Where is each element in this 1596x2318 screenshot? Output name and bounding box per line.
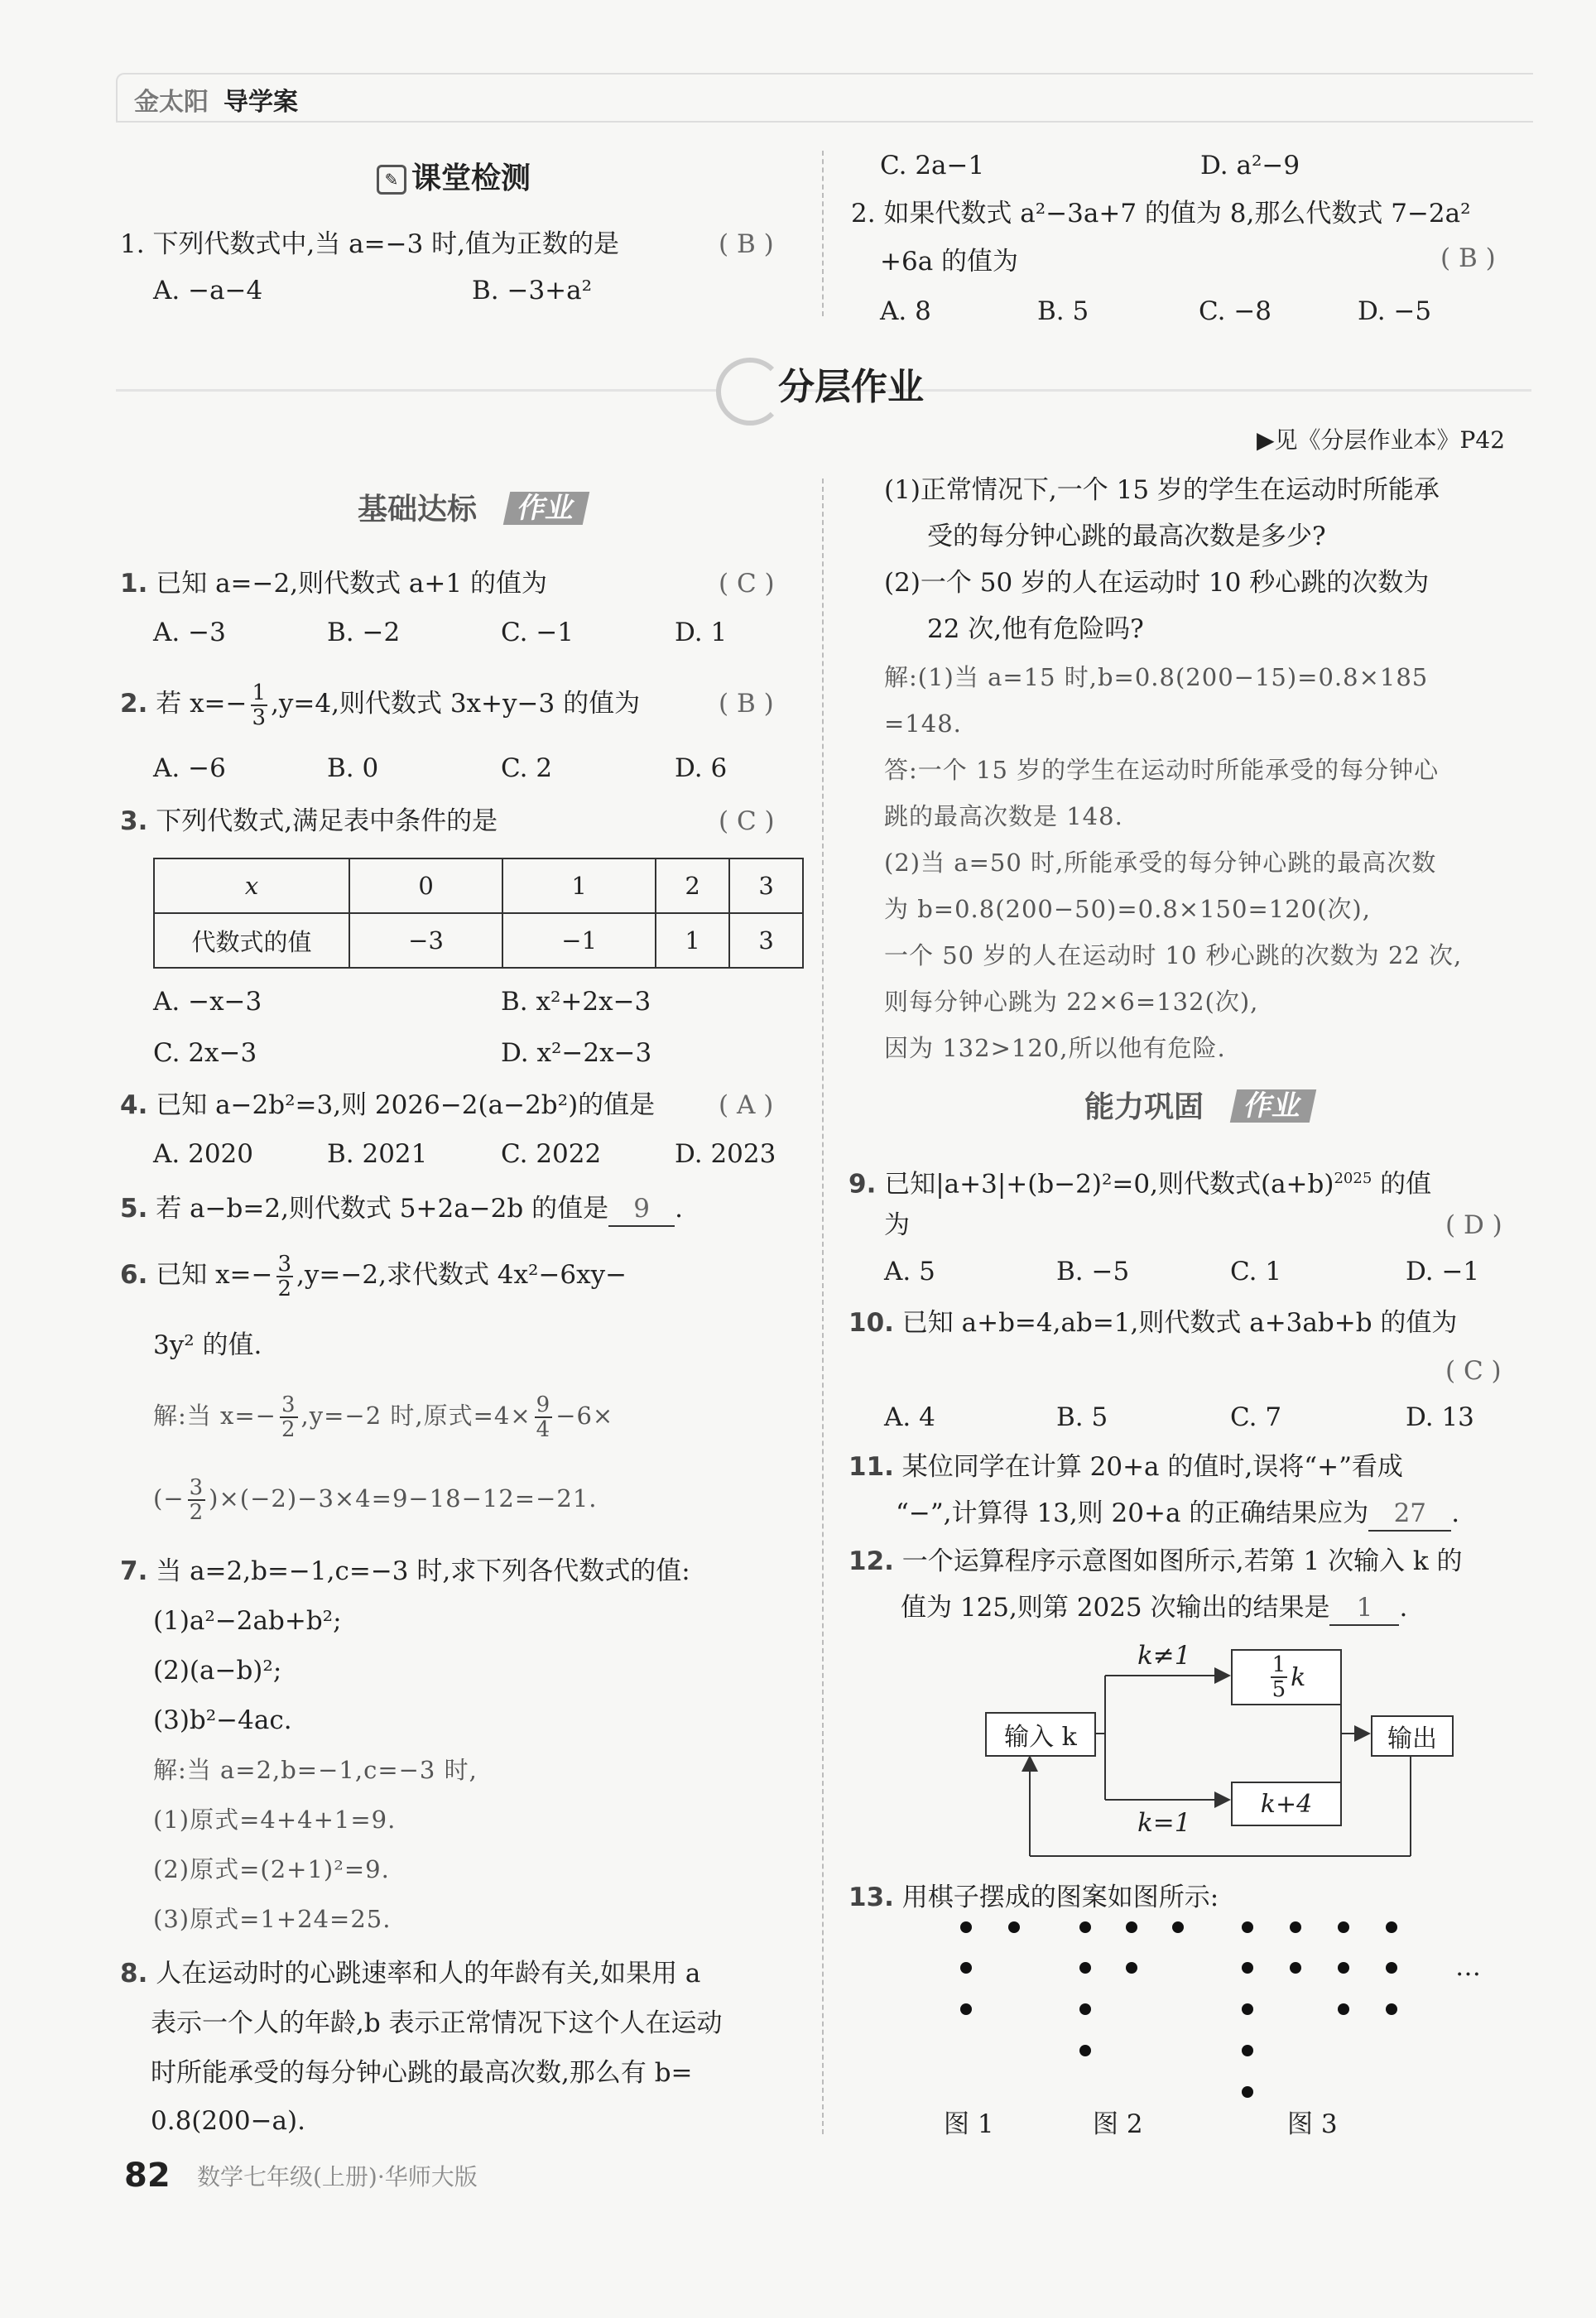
stone xyxy=(1008,1921,1020,1933)
classroom-q2-d: D. −5 xyxy=(1358,296,1432,326)
basic-q4-a: A. 2020 xyxy=(153,1139,253,1169)
classroom-q1-c: C. 2a−1 xyxy=(880,151,985,180)
basic-q5-blank: 9 xyxy=(608,1192,675,1227)
basic-q3: 3. 下列代数式,满足表中条件的是 xyxy=(120,806,498,836)
stone xyxy=(1242,1921,1253,1933)
basic-q1: 1. 已知 a=−2,则代数式 a+1 的值为 xyxy=(120,569,547,599)
ability-q9: 9. 已知|a+3|+(b−2)²=0,则代数式$(a+b)^{2025}$ 的值 xyxy=(848,1169,1432,1200)
section-banner-arc xyxy=(716,358,784,426)
ability-q11-l2: “−”,计算得 13,则 20+a 的正确结果应为 27 . xyxy=(896,1497,1459,1532)
right-sol8-s5: (2)当 a=50 时,所能承受的每分钟心跳的最高次数 xyxy=(884,849,1437,877)
flowchart-add-box: k+4 xyxy=(1231,1782,1342,1826)
ability-q10-a: A. 4 xyxy=(884,1402,935,1432)
figure-ellipsis: … xyxy=(1455,1952,1481,1982)
right-q8-l3: (2)一个 50 岁的人在运动时 10 秒心跳的次数为 xyxy=(884,568,1430,598)
stone xyxy=(1172,1921,1184,1933)
ability-q11-blank: 27 xyxy=(1368,1497,1451,1532)
classroom-q2-b: B. 5 xyxy=(1037,296,1089,326)
classroom-q1-a: A. −a−4 xyxy=(153,276,263,305)
stone xyxy=(1386,1962,1397,1974)
stone xyxy=(1079,2003,1091,2015)
right-q8-l1: (1)正常情况下,一个 15 岁的学生在运动时所能承 xyxy=(884,475,1440,505)
table-cell: x xyxy=(154,858,349,913)
table-cell: 3 xyxy=(729,913,803,968)
column-divider-top xyxy=(822,151,824,316)
basic-q2-c: C. 2 xyxy=(501,753,553,783)
section-title: 分层作业 xyxy=(778,366,924,408)
header-bar xyxy=(116,73,1533,123)
basic-q7-sol1: (1)原式=4+4+1=9. xyxy=(153,1806,397,1834)
basic-q7-sol3: (3)原式=1+24=25. xyxy=(153,1905,392,1933)
stone xyxy=(960,1921,972,1933)
ability-q12-l1: 12. 一个运算程序示意图如图所示,若第 1 次输入 k 的 xyxy=(848,1546,1463,1576)
right-sol8-s3: 答:一个 15 岁的学生在运动时所能承受的每分钟心 xyxy=(884,756,1440,784)
basic-q3-table xyxy=(153,858,804,969)
basic-q3-answer: ( C ) xyxy=(719,806,775,836)
stone xyxy=(1290,1921,1301,1933)
classroom-q1-b: B. −3+a² xyxy=(472,276,593,305)
stone xyxy=(1079,1921,1091,1933)
header-brand: 金太阳 xyxy=(134,88,209,117)
right-sol8-s8: 则每分钟心跳为 22×6=132(次), xyxy=(884,988,1259,1016)
stone xyxy=(1338,2003,1349,2015)
classroom-q2-answer: ( B ) xyxy=(1440,243,1496,273)
ability-q10-b: B. 5 xyxy=(1056,1402,1108,1432)
basic-q4-c: C. 2022 xyxy=(501,1139,602,1169)
flowchart-cond-bottom: k=1 xyxy=(1137,1808,1191,1838)
ability-q9-c: C. 1 xyxy=(1230,1257,1282,1286)
table-cell: 代数式的值 xyxy=(154,913,349,968)
basic-q8-l2: 表示一个人的年龄,b 表示正常情况下这个人在运动 xyxy=(151,2008,723,2038)
basic-tag: 作业 xyxy=(503,492,590,525)
classroom-title: ✎ 课堂检测 xyxy=(377,162,531,195)
ability-q9-d: D. −1 xyxy=(1406,1257,1480,1286)
header-subtitle: 导学案 xyxy=(224,88,298,117)
basic-q4-d: D. 2023 xyxy=(675,1139,776,1169)
right-sol8-s4: 跳的最高次数是 148. xyxy=(884,802,1123,830)
stone xyxy=(1079,1962,1091,1974)
ability-q10: 10. 已知 a+b=4,ab=1,则代数式 a+3ab+b 的值为 xyxy=(848,1308,1458,1338)
stone xyxy=(1338,1962,1349,1974)
ability-q10-c: C. 7 xyxy=(1230,1402,1282,1432)
flowchart-output-box: 输出 xyxy=(1371,1715,1454,1757)
classroom-q2-line2: +6a 的值为 xyxy=(880,247,1019,277)
right-sol8-s2: =148. xyxy=(884,709,962,738)
stone xyxy=(1079,2045,1091,2056)
right-q8-l2: 受的每分钟心跳的最高次数是多少? xyxy=(927,522,1326,551)
ability-q9-answer: ( D ) xyxy=(1445,1210,1502,1240)
basic-q4: 4. 已知 a−2b²=3,则 2026−2(a−2b²)的值是 xyxy=(120,1090,656,1120)
ability-tag: 作业 xyxy=(1230,1089,1317,1123)
basic-q1-answer: ( C ) xyxy=(719,569,775,599)
basic-q8-l4: 0.8(200−a). xyxy=(151,2106,305,2136)
stone xyxy=(1242,1962,1253,1974)
ability-q12-blank: 1 xyxy=(1329,1591,1399,1626)
basic-q2-b: B. 0 xyxy=(327,753,379,783)
table-row xyxy=(154,858,803,913)
table-cell: 2 xyxy=(656,858,729,913)
stone xyxy=(1126,1921,1137,1933)
basic-q2-answer: ( B ) xyxy=(719,689,774,719)
footer-text: 数学七年级(上册)·华师大版 xyxy=(197,2163,478,2191)
flowchart-cond-top: k≠1 xyxy=(1137,1641,1191,1671)
basic-q7-p2: (2)(a−b)²; xyxy=(153,1656,282,1686)
ability-q9-a: A. 5 xyxy=(884,1257,935,1286)
basic-q2-d: D. 6 xyxy=(675,753,728,783)
basic-q6: 6. 已知 x=− $\frac{3}{2}$ ,y=−2,求代数式 4x²−6xy− xyxy=(120,1251,627,1301)
basic-q2-a: A. −6 xyxy=(153,753,226,783)
basic-q1-b: B. −2 xyxy=(327,618,401,647)
table-cell: 1 xyxy=(656,913,729,968)
basic-q5: 5. 若 a−b=2,则代数式 5+2a−2b 的值是 9 . xyxy=(120,1192,683,1227)
stone xyxy=(1338,1921,1349,1933)
basic-q7-sol0: 解:当 a=2,b=−1,c=−3 时, xyxy=(153,1756,478,1784)
basic-q2: 2. 若 x=− $\frac{1}{3}$ ,y=4,则代数式 3x+y−3 的值为 xyxy=(120,680,641,730)
section-reference: ▶见《分层作业本》P42 xyxy=(1257,426,1506,454)
ability-q12-l2: 值为 125,则第 2025 次输出的结果是 1 . xyxy=(901,1591,1407,1626)
flowchart-input-box: 输入 k xyxy=(985,1712,1096,1757)
basic-q7-p1: (1)a²−2ab+b²; xyxy=(153,1606,342,1636)
flowchart-multiply-box: $\frac{1}{5}$ k xyxy=(1231,1649,1342,1705)
table-cell: −3 xyxy=(349,913,502,968)
basic-q3-b: B. x²+2x−3 xyxy=(501,987,651,1017)
stone xyxy=(1290,1962,1301,1974)
basic-q1-d: D. 1 xyxy=(675,618,728,647)
basic-q6-sol2: (− $\frac{3}{2}$ )×(−2)−3×4=9−18−12=−21. xyxy=(153,1475,598,1525)
basic-q8-l3: 时所能承受的每分钟心跳的最高次数,那么有 b= xyxy=(151,2058,693,2088)
classroom-q2-line1: 2. 如果代数式 a²−3a+7 的值为 8,那么代数式 7−2a² xyxy=(851,199,1471,228)
check-icon: ✎ xyxy=(377,165,406,195)
basic-q3-a: A. −x−3 xyxy=(153,987,262,1017)
figure-1-label: 图 1 xyxy=(944,2109,994,2139)
ability-title: 能力巩固 xyxy=(1084,1090,1204,1124)
basic-q4-answer: ( A ) xyxy=(719,1090,774,1120)
right-q8-l4: 22 次,他有危险吗? xyxy=(927,614,1144,644)
basic-q3-d: D. x²−2x−3 xyxy=(501,1038,652,1068)
basic-q7-sol2: (2)原式=(2+1)²=9. xyxy=(153,1855,390,1883)
classroom-q2-c: C. −8 xyxy=(1199,296,1272,326)
basic-q1-a: A. −3 xyxy=(153,618,226,647)
ability-q9-l2: 为 xyxy=(884,1210,910,1240)
page-number: 82 xyxy=(124,2157,171,2195)
table-cell: −1 xyxy=(502,913,656,968)
basic-q8-l1: 8. 人在运动时的心跳速率和人的年龄有关,如果用 a xyxy=(120,1959,701,1989)
ability-q13: 13. 用棋子摆成的图案如图所示: xyxy=(848,1883,1219,1912)
right-sol8-s6: 为 b=0.8(200−50)=0.8×150=120(次), xyxy=(884,895,1371,923)
basic-q6-line2: 3y² 的值. xyxy=(153,1330,262,1360)
table-cell: 3 xyxy=(729,858,803,913)
classroom-q1-answer: ( B ) xyxy=(719,229,774,259)
stone xyxy=(1386,1921,1397,1933)
basic-title: 基础达标 xyxy=(358,493,478,527)
stone xyxy=(1386,2003,1397,2015)
stone xyxy=(1242,2086,1253,2098)
figure-3-label: 图 3 xyxy=(1287,2109,1338,2139)
ability-q9-b: B. −5 xyxy=(1056,1257,1130,1286)
figure-2-label: 图 2 xyxy=(1093,2109,1143,2139)
column-divider-main xyxy=(822,479,824,2134)
basic-q3-c: C. 2x−3 xyxy=(153,1038,257,1068)
basic-q1-c: C. −1 xyxy=(501,618,574,647)
basic-q7-p3: (3)b²−4ac. xyxy=(153,1705,292,1735)
table-row xyxy=(154,913,803,968)
stone xyxy=(1126,1962,1137,1974)
stone xyxy=(1242,2003,1253,2015)
table-cell: 1 xyxy=(502,858,656,913)
right-sol8-s1: 解:(1)当 a=15 时,b=0.8(200−15)=0.8×185 xyxy=(884,663,1429,691)
stone xyxy=(960,2003,972,2015)
ability-q10-answer: ( C ) xyxy=(1445,1356,1502,1386)
right-sol8-s9: 因为 132>120,所以他有危险. xyxy=(884,1034,1226,1062)
classroom-q1-d: D. a²−9 xyxy=(1200,151,1300,180)
ability-q10-d: D. 13 xyxy=(1406,1402,1474,1432)
classroom-q2-a: A. 8 xyxy=(880,296,931,326)
basic-q7: 7. 当 a=2,b=−1,c=−3 时,求下列各代数式的值: xyxy=(120,1556,690,1586)
table-cell: 0 xyxy=(349,858,502,913)
right-sol8-s7: 一个 50 岁的人在运动时 10 秒心跳的次数为 22 次, xyxy=(884,941,1463,969)
classroom-q1: 1. 下列代数式中,当 a=−3 时,值为正数的是 xyxy=(120,229,620,259)
ability-q11-l1: 11. 某位同学在计算 20+a 的值时,误将“+”看成 xyxy=(848,1452,1403,1482)
stone xyxy=(960,1962,972,1974)
basic-q6-sol1: 解:当 x=− $\frac{3}{2}$ ,y=−2 时,原式=4× $\frac{9}{4}$ −6× xyxy=(153,1392,614,1442)
stone xyxy=(1242,2045,1253,2056)
basic-q4-b: B. 2021 xyxy=(327,1139,428,1169)
